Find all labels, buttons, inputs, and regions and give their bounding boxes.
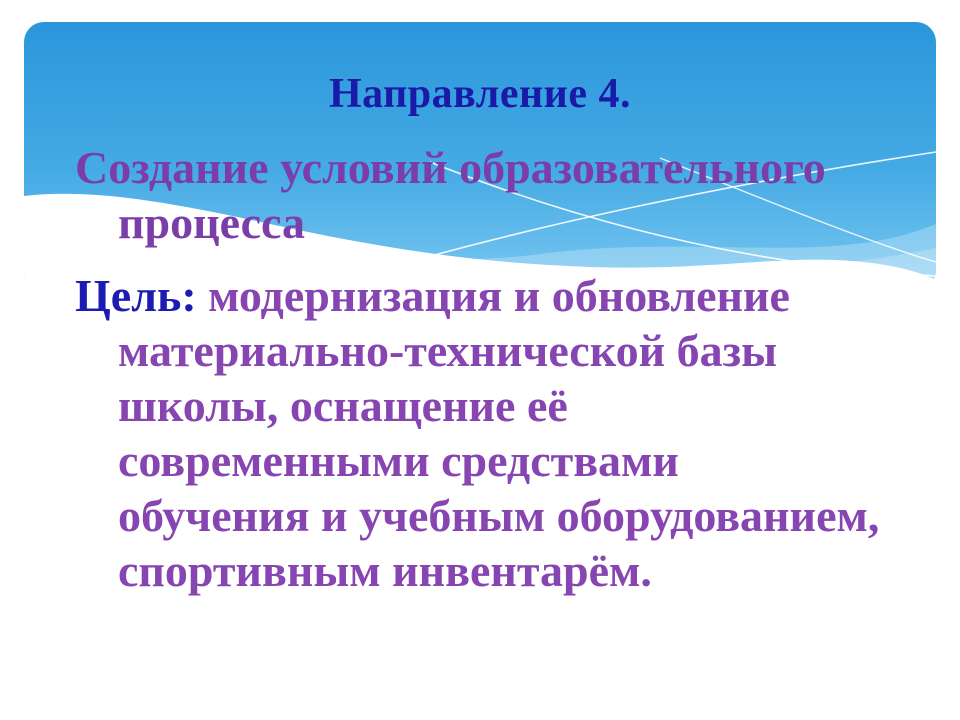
- intro-line-2: процесса: [118, 197, 305, 248]
- goal-line-1-text: модернизация и обновление: [208, 270, 790, 321]
- slide-title: Направление 4.: [328, 71, 632, 117]
- goal-lead-label: Цель:: [75, 270, 197, 321]
- goal-line-5: обучения и учебным оборудованием,: [118, 490, 880, 541]
- goal-line-3: школы, оснащение её: [118, 380, 568, 431]
- goal-line-2: материально-технической базы: [118, 325, 778, 376]
- goal-paragraph: [0, 268, 960, 598]
- slide-body: [0, 140, 960, 598]
- goal-line-6: спортивным инвентарём.: [118, 545, 652, 596]
- goal-line-4: современными средствами: [118, 435, 679, 486]
- intro-line-1: Создание условий образовательного: [75, 142, 826, 193]
- goal-line-1: [0, 268, 960, 323]
- intro-paragraph: [0, 140, 960, 250]
